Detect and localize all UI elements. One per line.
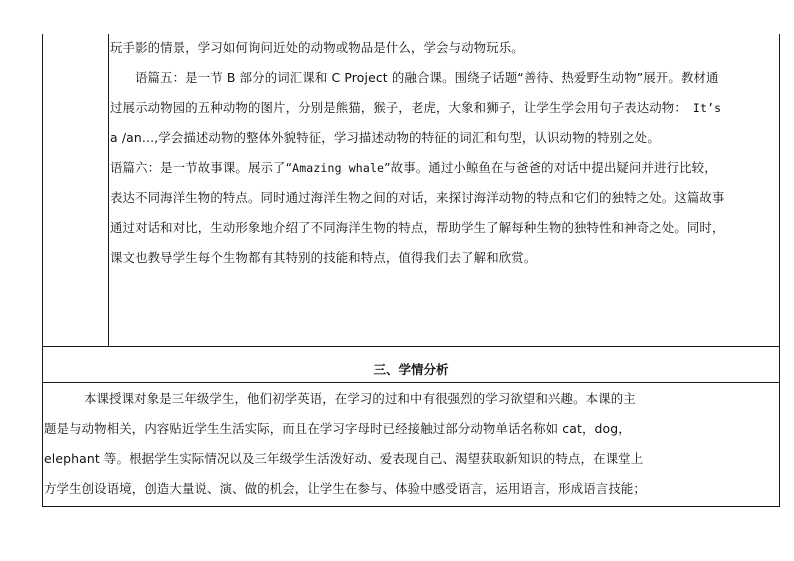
paragraph-line: elephant 等。根据学生实际情况以及三年级学生活泼好动、爱表现自己、渴望获取新知识的特点，在课堂上 (44, 451, 644, 466)
its-text: It’s (692, 101, 722, 115)
paragraph-line: 本课授课对象是三年级学生，他们初学英语，在学习的过和中有很强烈的学习欲望和兴趣。本课的主 (84, 391, 636, 406)
paragraph-text: 语篇六：是一节故事课。展示了“ (110, 160, 293, 175)
story-title: Amazing whale (292, 161, 385, 175)
paragraph-line: 表达不同海洋生物的特点。同时通过海洋生物之间的对话，来探讨海洋动物的特点和它们的独特之处。这篇故事 (110, 190, 725, 205)
column-divider (108, 34, 109, 346)
paragraph-text: ”故事。通过小鲸鱼在与爸爸的对话中提出疑问并进行比较， (384, 160, 717, 175)
paragraph-line: 通过对话和对比，生动形象地介绍了不同海洋生物的特点，帮助学生了解每种生物的独特性和神奇之处。同时， (110, 220, 725, 235)
table-right-border (779, 34, 780, 507)
table-bottom-border (42, 506, 780, 507)
table-left-border (42, 34, 43, 507)
paragraph-line: 方学生创设语境，创造大量说、演、做的机会，让学生在参与、体验中感受语言，运用语言，形成语言技能； (44, 481, 646, 496)
paragraph-line: 语篇五：是一节 B 部分的词汇课和 C Project 的融合课。围绕子话题“善待、热爱野生动物”展开。教材通 (135, 70, 719, 85)
paragraph-line: 玩手影的情景，学习如何询问近处的动物或物品是什么，学会与动物玩乐。 (110, 40, 524, 55)
section-heading: 三、学情分析 (373, 362, 449, 377)
paragraph-line (110, 160, 717, 176)
paragraph-line: 课文也教导学生每个生物都有其特别的技能和特点，值得我们去了解和欣赏。 (110, 250, 537, 265)
row-divider-heading (42, 382, 780, 383)
paragraph-text: 过展示动物园的五种动物的图片，分别是熊猫，猴子，老虎，大象和狮子，让学生学会用句子表达动物： (110, 100, 687, 115)
lesson-plan-table (42, 34, 780, 507)
paragraph-line (110, 100, 721, 116)
paragraph-line: a /an...,学会描述动物的整体外貌特征，学习描述动物的特征的词汇和句型，认识动物的特别之处。 (110, 130, 660, 145)
paragraph-line: 题是与动物相关，内容贴近学生生活实际，而且在学习字母时已经接触过部分动物单话名称如 cat，dog， (44, 421, 631, 436)
row-divider-top (42, 346, 780, 347)
